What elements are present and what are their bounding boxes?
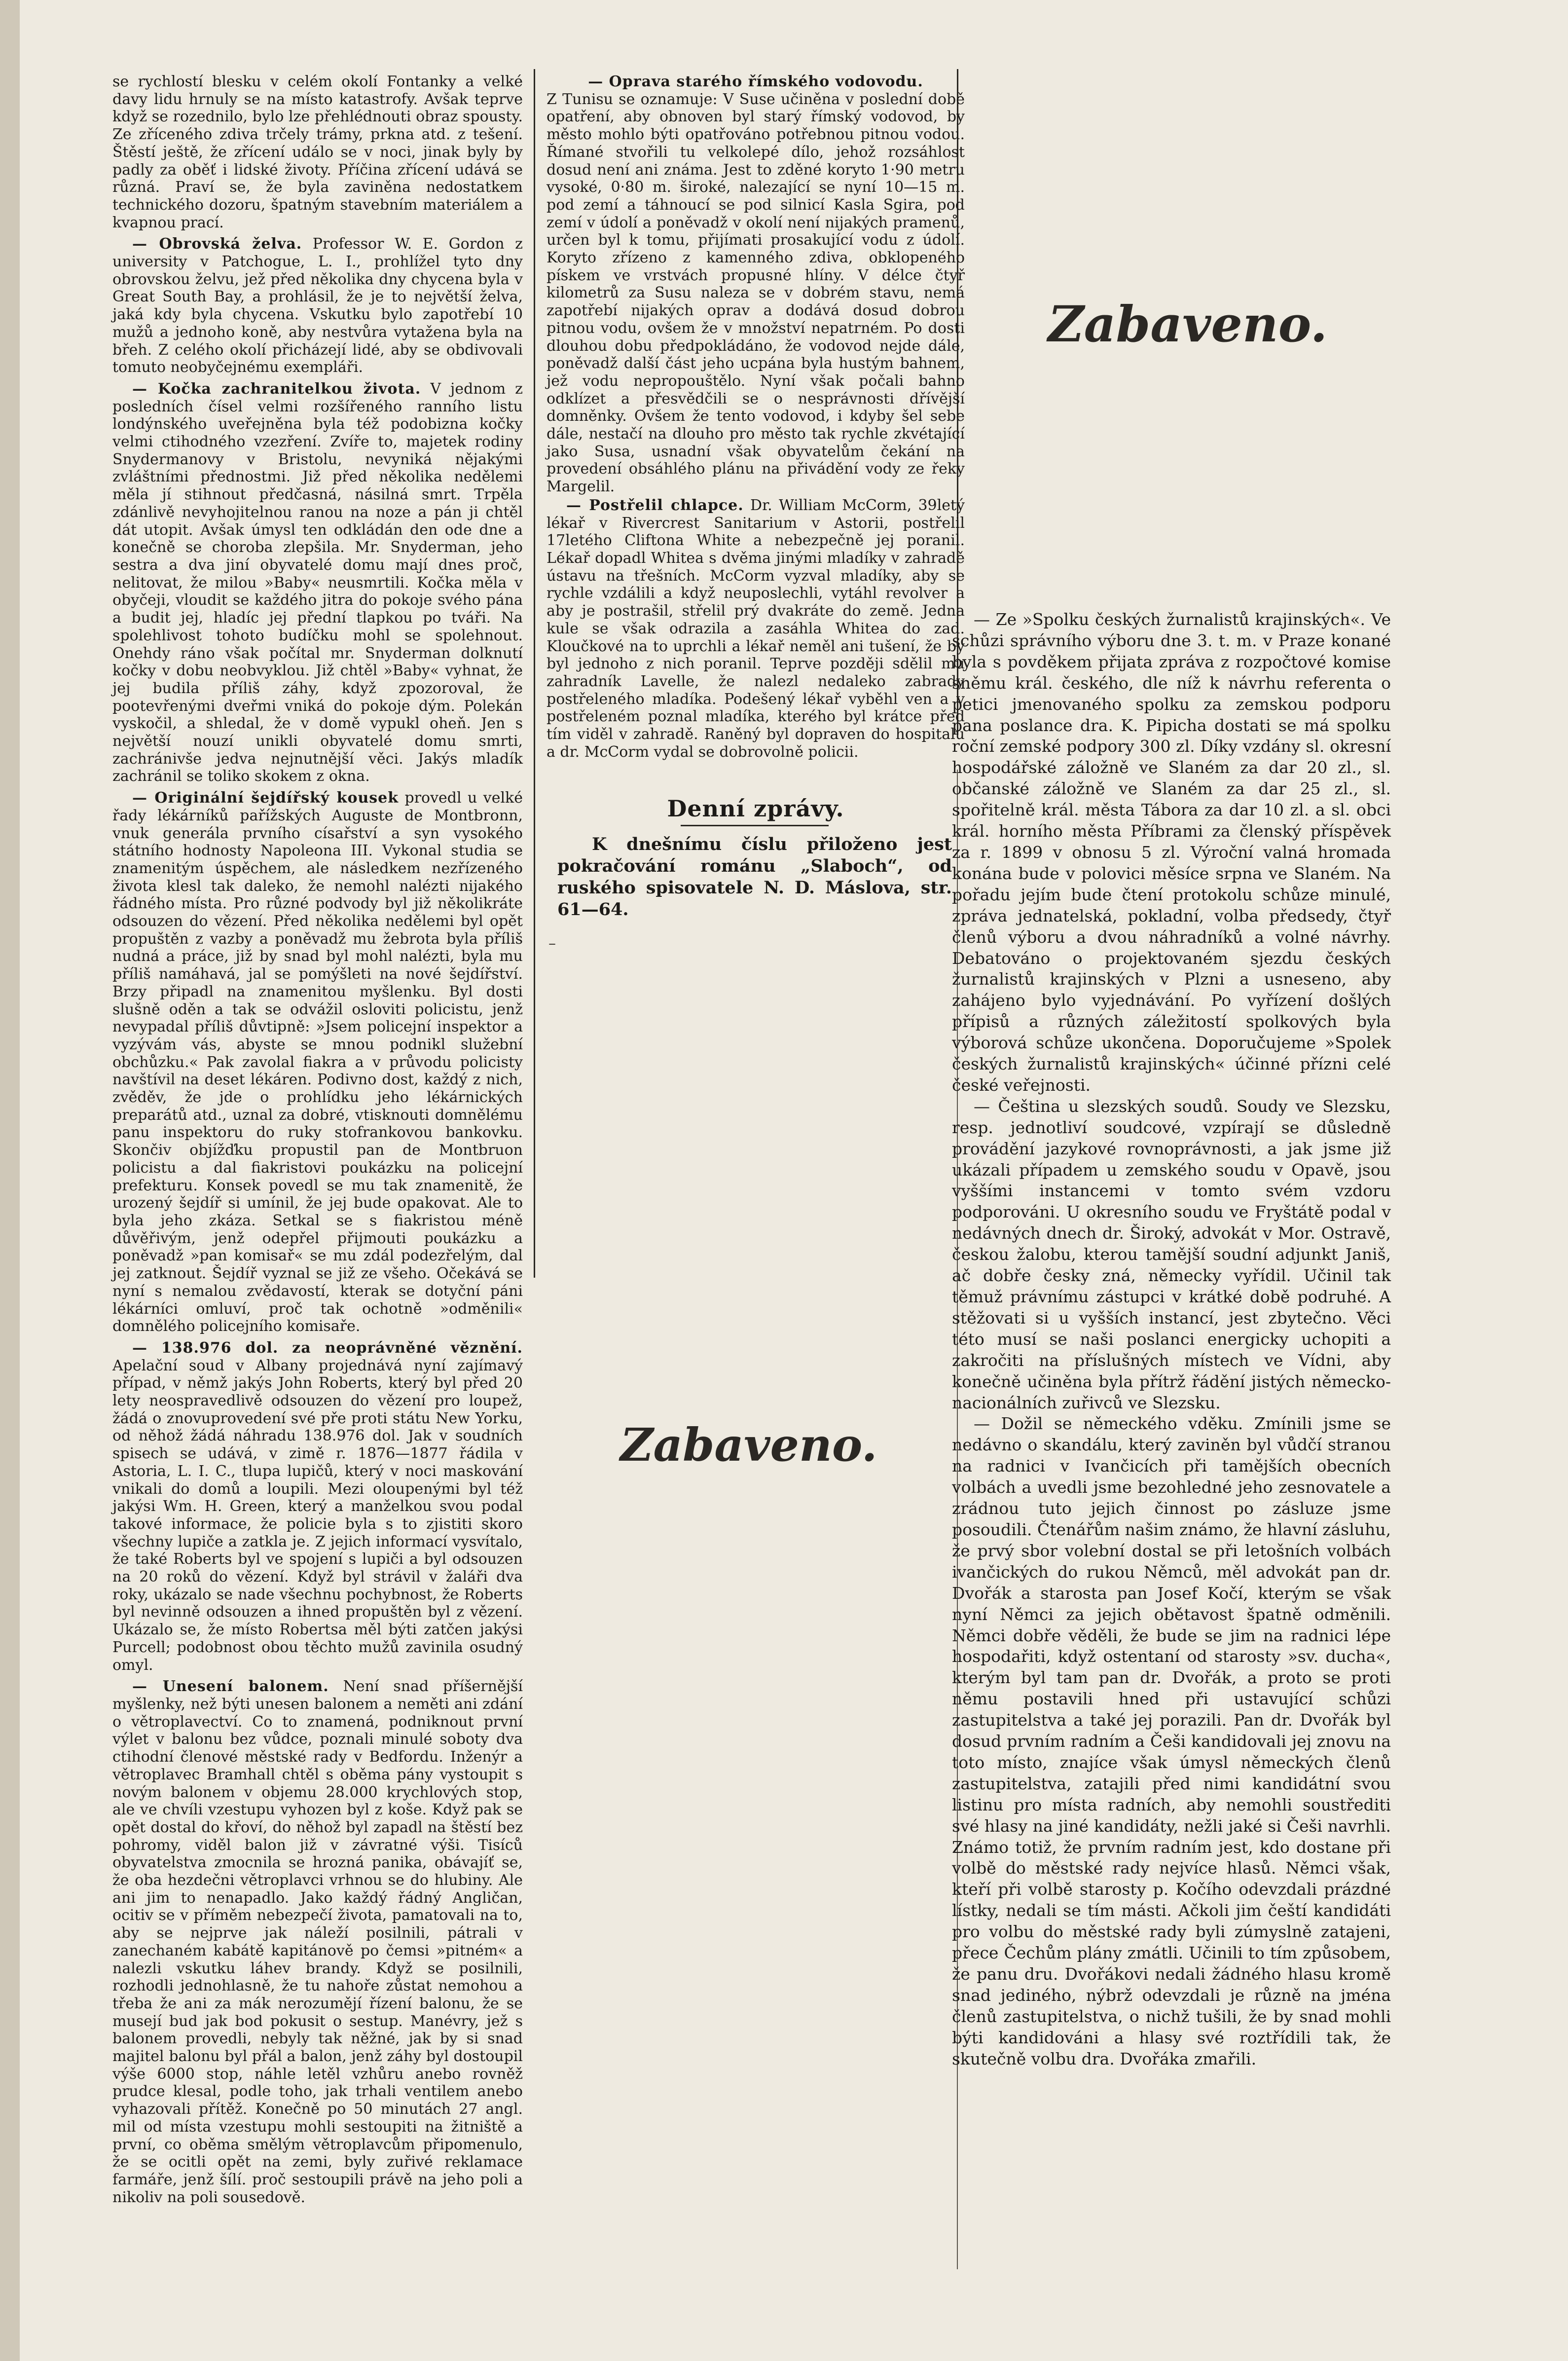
article-cestina: — Čeština u slezských soudů. Soudy ve Slezsku, resp. jednotliví soudcové, vzpírají se důsledně provádění jazykové rovnoprávnosti, a jak jsme již ukázali případem u zemského soudu v Opavě, jsou vyššími instancemi v tomto svém vzdoru podporováni. U okresního soudu ve Fryštátě podal v nedávných dnech dr. Široký, advokát v Mor. Ostravě, českou žalobu, kterou tamější soudní adjunkt Janiš, ač dobře česky zná, německy vyřídil. Učinil tak těmuž právnímu zástupci v krátké době podruhé. A stěžovati si u vyšších instancí, jest zbytečno. Věci této musí se naši poslanci energicky uchopiti a zakročiti na příslušných místech ve Vídni, aby konečně učiněna byla přítrž řádění jistých německo-nacionálních zuřivců ve Slezsku. (952, 1096, 1391, 1412)
supplement-text: K dnešnímu číslu přiloženo jest pokračování románu „Slaboch“, od ruského spisovatele N. D. Máslova, str. 61—64. (557, 834, 952, 920)
article-balon (112, 1678, 523, 2206)
supplement-notice (557, 834, 952, 921)
article-text: Professor W. E. Gordon z university v Patchogue, L. I., prohlížel tyto dny obrovskou želvu, jež před několika dny chycena byla v Great South Bay, a prohlásil, že je to největší želva, jaká kdy byla chycena. Vskutku bylo zapotřebí 10 mužů a jednoho koně, aby nestvůra vytažena byla na břeh. Z celého okolí přicházejí lidé, aby se obdivovali tomuto neobyčejnému exempláři. (112, 235, 523, 376)
article-heading: — 138.976 dol. za neoprávněné věznění. (132, 1339, 523, 1357)
article-text: Apelační soud v Albany projednává nyní zajímavý případ, v němž jakýs John Roberts, který byl před 20 lety neospravedlivě odsouzen do vězení pro loupež, žádá o znovuprovedení své pře proti státu New Yorku, od něhož žádá náhradu 138.976 dol. Jak v soudních spisech se udává, v zimě r. 1876—1877 řádila v Astoria, L. I. C., tlupa lupičů, který v noci maskování vnikali do domů a loupili. Mezi oloupenými byl též jakýsi Wm. H. Green, který a manželkou svou podal takové informace, že policie byla s to zjistiti skoro všechny lupiče a zatkla je. Z jejich informací vysvítalo, že také Roberts byl ve spojení s lupiči a byl odsouzen na 20 roků do vězení. Když byl strávil v žaláři dva roky, ukázalo se nade všechnu pochybnost, že Roberts byl nevinně odsouzen a ihned propuštěn byl z vězení. Ukázalo se, že místo Robertsa měl býti zatčen jakýsi Purcell; podobnost obou těchto mužů zavinila osudný omyl. (112, 1357, 523, 1674)
article-heading: — Unesení balonem. (132, 1678, 329, 1696)
column-rule-left (534, 69, 535, 1278)
column-3 (952, 609, 1391, 2070)
article-zelva (112, 235, 523, 376)
confiscated-notice-right: Zabaveno. (1048, 295, 1328, 353)
section-title-underline (681, 825, 829, 826)
margin-mark: – (548, 935, 556, 952)
article-postrelil (547, 497, 965, 761)
article-text: Dr. William McCorm, 39letý lékař v Rivercrest Sanitarium v Astorii, postřelil 17letého Cliftona White a nebezpečně jej poranil. Lékař dopadl Whitea s dvěma jinými mladíky v zahradě ústavu na třešních. McCorm vyzval mladíky, aby se rychle vzdálili a když neuposlechli, vytáhl revolver a aby je postrašil, střelil prý dvakráte do země. Jedna kule se však odrazila a zasáhla Whitea do zad. Kloučkové na to uprchli a lékař neměl ani tušení, že by byl jednoho z nich poranil. Teprve později sdělil mu zahradník Lavelle, že nalezl nedaleko zabrady postřeleného mladíka. Podešený lékař vyběhl ven a v postřeleném poznal mladíka, kterého byl krátce před tím viděl v zahradě. Raněný byl dopraven do hospitalu a dr. McCorm vydal se dobrovolně policii. (547, 496, 965, 761)
article-text: Z Tunisu se oznamuje: V Suse učiněna v poslední době opatření, aby obnoven byl starý římský vodovod, by město mohlo býti opatřováno potřebnou pitnou vodou. Římané stvořili tu velkolepé dílo, jehož rozsáhlost dosud není ani známa. Jest to zděné koryto 1·90 metru vysoké, 0·80 m. široké, nalezající se nyní 10—15 m. pod zemí a táhnoucí se pod silnicí Kasla Sgira, pod zemí v údolí a poněvadž v okolí není nijakých pramenů, určen byl k tomu, přijímati prosakující vodu z údolí. Koryto zřízeno z kamenného zdiva, obklopeného pískem ve vrstvách propusné hlíny. V délce čtyř kilometrů za Susu naleza se v dobrém stavu, nemá zapotřebí nijakých oprav a dodává dosud dobrou pitnou vodu, ovšem že v množství nepatrném. Po dosti dlouhou dobu předpokládáno, že vodovod nejde dále, poněvadž další část jeho ucpána byla hustým bahnem, jež vodu nepropouštělo. Nyní však počali bahno odklízet a přesvědčili se o nesprávnosti dřívější domněnky. Ovšem že tento vodovod, i kdyby šel sebe dále, nestačí na dlouho pro město tak rychle zkvétající jako Susa, usnadní však obyvatelům čekání na provedení obsáhlého plánu na přivádění vody ze řeky Margelil. (547, 90, 965, 496)
confiscated-notice-left: Zabaveno. (620, 1418, 877, 1472)
section-title-denni-zpravy: Denní zprávy. (667, 795, 844, 822)
binding-edge (0, 0, 20, 2361)
article-vdek: — Dožil se německého vděku. Zmínili jsme se nedávno o skandálu, který zaviněn byl vůdčí stranou na radnici v Ivančicích při tamějších obecních volbách a uvedli jsme bezohledné jeho zesnovatele a zrádnou tuto jejich činnost po zásluze jsme posoudili. Čtenářům našim známo, že hlavní zásluhu, že prvý sbor volební dostal se při letošních volbách ivančických do rukou Němců, měl advokát pan dr. Dvořák a starosta pan Josef Kočí, kterým se však nyní Němci za jejich obětavost špatně odměnili. Němci dobře věděli, že bude se jim na radnici lépe hospodařiti, když ostentaní od starosty »sv. ducha«, kterým byl tam pan dr. Dvořák, a proto se proti němu postavili hned při ustavující schůzi zastupitelstva a také jej porazili. Pan dr. Dvořák byl dosud prvním radním a Češi kandidovali jej znovu na toto místo, znajíce však úmysl německých členů zastupitelstva, zatajili před nimi kandidátní svou listinu pro místa radních, aby nemohli soustřediti své hlasy na jiné kandidáty, nežli jaké si Češi navrhli. Známo totiž, že prvním radním jest, kdo dostane při volbě do městské rady nejvíce hlasů. Němci však, kteří při volbě starosty p. Kočího odevzdali prázdné lístky, nedali se tím másti. Ačkoli jim čeští kandidáti pro volbu do městské rady byli zúmyslně zatajeni, přece Čechům plány zmátli. Učinili to tím způsobem, že panu dru. Dvořákovi nedali žádného hlasu kromě snad jediného, nýbrž odevzdali je různě na jména členů zastupitelstva, o nichž tušili, že by snad mohli býti kandidováni a hlasy své roztřídili tak, že skutečně volbu dra. Dvořáka zmařili. (952, 1414, 1391, 2068)
article-zurnaliste: — Ze »Spolku českých žurnalistů krajinských«. Ve schůzi správního výboru dne 3. t. m. v Praze konané byla s povděkem přijata zpráva z rozpočtové komise sněmu král. českého, dle níž k návrhu referenta o petici jmenovaného spolku za zemskou podporu pana poslance dra. K. Pipicha dostati se má spolku roční zemské podpory 300 zl. Díky vzdány sl. okresní hospodářské záložně ve Slaném za dar 20 zl., sl. občanské záložně ve Slaném za dar 25 zl., sl. spořitelně král. města Tábora za dar 10 zl. a sl. obci král. horního města Příbrami za členský příspěvek za r. 1899 v obnosu 5 zl. Výroční valná hromada konána bude v polovici měsíce srpna ve Slaném. Na pořadu jejím bude čtení protokolu schůze minulé, zpráva jednatelská, pokladní, volba předsedy, čtyř členů výboru a dvou náhradníků a volné návrhy. Debatováno o projektovaném sjezdu českých žurnalistů krajinských v Plzni a usneseno, aby zahájeno bylo vyjednávání. Po vyřízení došlých přípisů a různých záležitostí spolkových byla výborová schůze ukončena. Doporučujeme »Spolek českých žurnalistů krajinských« účinné přízni celé české veřejnosti. (952, 610, 1391, 1095)
article-heading: — Postřelil chlapce. (566, 496, 744, 514)
article-heading: — Originální šejdířský kousek (132, 789, 399, 807)
article-heading: — Kočka zachranitelkou života. (132, 380, 421, 398)
article-text: provedl u velké řady lékárníků pařížských Auguste de Montbronn, vnuk generála prvního císařství a syn vysokého státního hodnosty Napoleona III. Vykonal studia se znamenitým úspěchem, ale následkem nezřízeného života klesl tak daleko, že nemohl nalézti nijakého řádného místa. Pro různé podvody byl již několikráte odsouzen do vězení. Před několika nedělemi byl opět propuštěn z vazby a poněvadž mu žebrota byla příliš nudná a práce, již by snad byl mohl nalézti, byla mu příliš namáhavá, jal se pomýšleti na nové šejdířství. Brzy připadl na znamenitou myšlenku. Byl dosti slušně oděn a tak se odvážil osloviti policistu, jenž nevypadal příliš důvtipně: »Jsem policejní inspektor a vyzývám vás, abyste se mnou podnikl služební obchůzku.« Pak zavolal fiakra a v průvodu policisty navštívil na deset lékáren. Podivno dost, každý z nich, zvěděv, že jde o prohlídku jeho lékárnických preparátů atd., uznal za dobré, vtisknouti domnělému panu inspektoru do ruky stofrankovou bankovku. Skončiv objížďku propustil pan de Montbruon policistu a dal fiakristovi poukázku na policejní prefekturu. Konsek povedl se mu tak znamenitě, že urozený šejdíř si umínil, že jej bude opakovat. Ale to byla jeho zkáza. Setkal se s fiakristou méně důvěřivým, jenž odepřel přijmouti poukázku a poněvadž »pan komisař« se mu zdál podezřelým, dal jej zatknout. Šejdíř vyznal se již ze všeho. Očekává se nyní s nemalou zvědavostí, kterak se dotyční páni lékárníci omluví, proč tak ochotně »odměnili« domnělého policejního komisaře. (112, 789, 523, 1335)
article-fontanka (112, 73, 523, 231)
article-vezneni (112, 1339, 523, 1674)
article-vodovod (547, 73, 965, 496)
column-2 (547, 73, 965, 761)
article-heading: — Oprava starého římského vodovodu. (588, 73, 923, 90)
column-1 (112, 73, 523, 2206)
article-text: V jednom z posledních čísel velmi rozšířeného ranního listu londýnského uveřejněna byla též podobizna kočky velmi ctihodného vzezření. Zvíře to, majetek rodiny Snydermanovy v Bristolu, nevyniká nějakými zvláštními přednostmi. Již před několika nedělemi měla jí stihnout předčasná, násilná smrt. Trpěla zdánlivě nevyhojitelnou ranou na noze a pán ji chtěl dát utopit. Avšak úmysl ten odkládán den ode dne a konečně se choroba zlepšila. Mr. Snyderman, jeho sestra a dva jiní obyvatelé domu mají dnes proč, nelitovat, že milou »Baby« neusmrtili. Kočka měla v obyčeji, vloudit se každého jitra do pokoje svého pána a budit jej, hladíc jej přední tlapkou po tváři. Na spolehlivost tohoto budíčku mohl se spolehnout. Onehdy ráno však počítal mr. Snyderman dolknutí kočky v dobu neobvyklou. Již chtěl »Baby« vyhnat, že jej budila příliš záhy, když zpozoroval, že pootevřenými dveřmi vniká do pokoje dým. Polekán vyskočil, a shledal, že v domě vypukl oheň. Jen s největší nouzí unikli obyvatelé domu smrti, zachránivše jedva nejnutnější věci. Jakýs mladík zachránil se toliko skokem z okna. (112, 380, 523, 785)
article-kocka (112, 380, 523, 785)
article-heading: — Obrovská želva. (132, 235, 302, 253)
article-text: se rychlostí blesku v celém okolí Fontanky a velké davy lidu hrnuly se na místo katastrofy. Avšak teprve když se rozednilo, bylo lze přehlédnouti obraz spousty. Ze zříceného zdiva trčely trámy, prkna atd. z tešení. Štěstí ještě, že zřícení událo se v noci, jinak byly by padly za oběť i lidské životy. Příčina zřícení udává se různá. Praví se, že byla zaviněna nedostatkem technického dozoru, špatným stavebním materiálem a kvapnou prací. (112, 73, 523, 231)
article-text: Není snad příšernější myšlenky, než býti unesen balonem a neměti ani zdání o větroplavectví. Co to znamená, podniknout první výlet v balonu bez vůdce, poznali minulé soboty dva ctihodní členové městské rady v Bedfordu. Inženýr a větroplavec Bramhall chtěl s oběma pány vystoupit s novým balonem v objemu 28.000 krychlových stop, ale ve chvíli vzestupu vyhozen byl z koše. Když pak se opět dostal do křoví, do něhož byl zapadl na štěstí bez pohromy, viděl balon již v závratné výši. Tisíců obyvatelstva zmocnila se hrozná panika, obávajíť se, že oba hezdečni větroplavci vrhnou se do hlubiny. Ale ani jim to nenapadlo. Jako každý řádný Angličan, ocitiv se v příměm nebezpečí života, pamatovali na to, aby se nejprve jak náleží posilnili, pátrali v zanechaném kabátě kapitánově po čemsi »pitném« a nalezli vskutku láhev brandy. Když se posilnili, rozhodli jednohlasně, že tu nahoře zůstat nemohou a třeba že ani za mák nerozumějí řízení balonu, že se musejí bud jak bod pokusit o sestup. Manévry, jež s balonem provedli, nebyly tak něžné, jak by si snad majitel balonu byl přál a balon, jenž záhy byl dostoupil výše 6000 stop, náhle letěl vzhůru anebo rovněž prudce klesal, podle toho, jak trhali ventilem anebo vyhazovali přítěž. Konečně po 50 minutách 27 angl. mil od místa vzestupu mohli sestoupiti na žitniště a první, co oběma smělým větroplavcům připomenulo, že se ocitli opět na zemi, byly zuřivé reklamace farmáře, jenž šílí. proč sestoupili právě na jeho poli a nikoliv na poli sousedově. (112, 1678, 523, 2206)
article-sejdir (112, 789, 523, 1335)
